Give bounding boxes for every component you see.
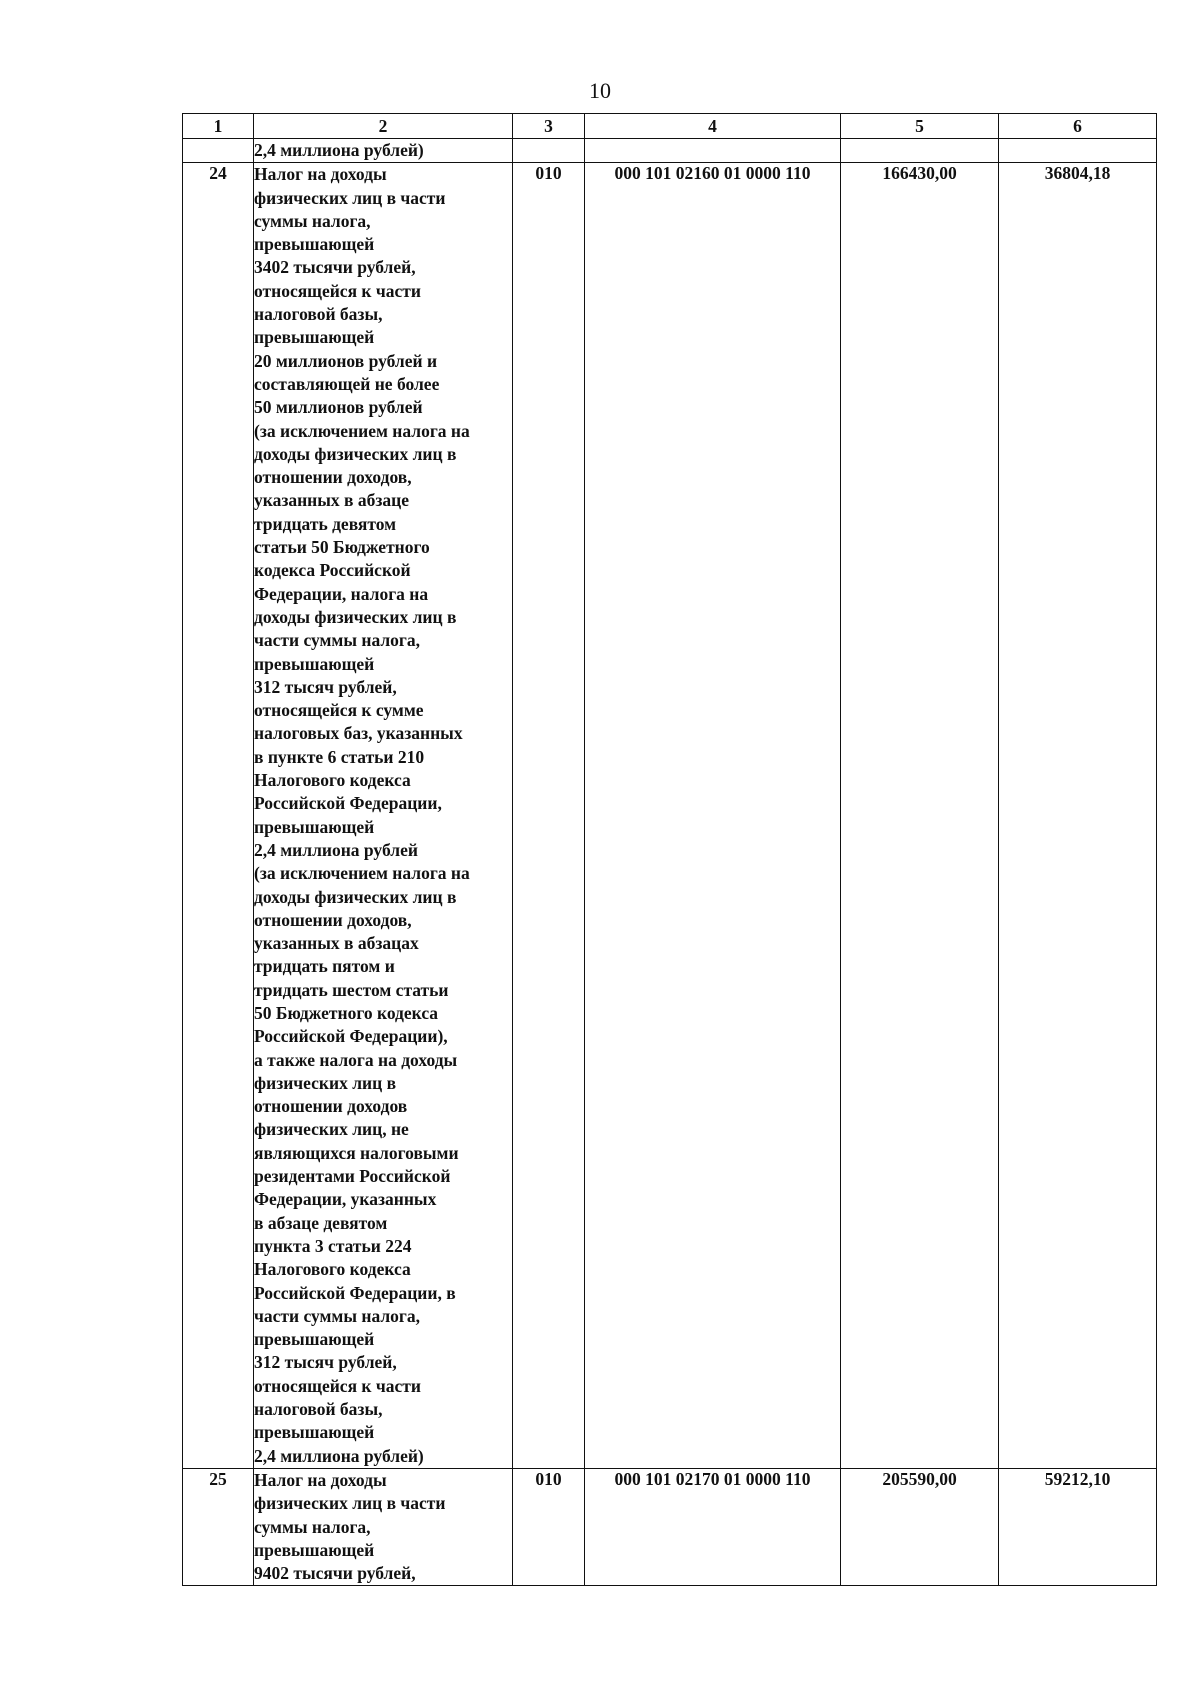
row-description: [254, 163, 513, 1469]
description-line: 20 миллионов рублей и: [254, 350, 438, 371]
description-line: тридцать девятом: [254, 513, 397, 534]
header-cell: 2: [254, 114, 513, 139]
row-plan: 166430,00: [841, 163, 999, 1469]
row-kbk: 000 101 02160 01 0000 110: [585, 163, 841, 1469]
description-line: превышающей: [254, 1329, 375, 1350]
row-kbk: 000 101 02170 01 0000 110: [585, 1468, 841, 1585]
description-line: налоговой базы,: [254, 1399, 383, 1420]
description-line: Налогового кодекса: [254, 1259, 411, 1280]
description-line: превышающей: [254, 234, 375, 255]
description-line: тридцать шестом статьи: [254, 979, 449, 1000]
description-line: 312 тысяч рублей,: [254, 1352, 397, 1373]
row-description: [254, 1468, 513, 1585]
description-line: доходы физических лиц в: [254, 886, 457, 907]
description-line: превышающей: [254, 1539, 375, 1560]
description-line: превышающей: [254, 816, 375, 837]
description-line: физических лиц в части: [254, 1493, 446, 1514]
description-line: 312 тысяч рублей,: [254, 676, 397, 697]
header-cell: 5: [841, 114, 999, 139]
description-line: Российской Федерации),: [254, 1026, 448, 1047]
description-line: превышающей: [254, 1422, 375, 1443]
description-line: доходы физических лиц в: [254, 606, 457, 627]
row-plan: 205590,00: [841, 1468, 999, 1585]
description-line: указанных в абзацах: [254, 933, 419, 954]
row-actual: 36804,18: [999, 163, 1157, 1469]
description-line: 2,4 миллиона рублей): [254, 1445, 424, 1466]
description-line: относящейся к части: [254, 280, 421, 301]
description-line: налоговых баз, указанных: [254, 723, 463, 744]
description-line: отношении доходов,: [254, 909, 412, 930]
description-line: Федерации, налога на: [254, 583, 429, 604]
row-code: 010: [513, 163, 585, 1469]
description-line: отношении доходов,: [254, 467, 412, 488]
header-row: [183, 114, 1157, 139]
header-cell: 3: [513, 114, 585, 139]
description-line: указанных в абзаце: [254, 490, 410, 511]
description-line: (за исключением налога на: [254, 863, 470, 884]
description-line: 3402 тысячи рублей,: [254, 257, 416, 278]
continuation-row: [183, 139, 1157, 163]
description-line: в пункте 6 статьи 210: [254, 746, 425, 767]
description-line: физических лиц, не: [254, 1119, 409, 1140]
description-line: пункта 3 статьи 224: [254, 1235, 412, 1256]
description-line: отношении доходов: [254, 1096, 408, 1117]
header-cell: 1: [183, 114, 254, 139]
description-line: физических лиц в: [254, 1072, 397, 1093]
description-line: составляющей не более: [254, 373, 440, 394]
description-line: превышающей: [254, 653, 375, 674]
description-line: а также налога на доходы: [254, 1049, 458, 1070]
description-line: налоговой базы,: [254, 304, 383, 325]
description-line: Налогового кодекса: [254, 770, 411, 791]
description-line: 9402 тысячи рублей,: [254, 1563, 416, 1584]
description-line: тридцать пятом и: [254, 956, 395, 977]
row-code: 010: [513, 1468, 585, 1585]
description-line: превышающей: [254, 327, 375, 348]
header-cell: 4: [585, 114, 841, 139]
description-line: Российской Федерации, в: [254, 1282, 456, 1303]
description-line: Российской Федерации,: [254, 793, 442, 814]
description-line: относящейся к части: [254, 1375, 421, 1396]
description-line: (за исключением налога на: [254, 420, 470, 441]
description-line: относящейся к сумме: [254, 700, 424, 721]
description-line: физических лиц в части: [254, 187, 446, 208]
description-line: суммы налога,: [254, 210, 371, 231]
description-line: суммы налога,: [254, 1516, 371, 1537]
description-line: части суммы налога,: [254, 630, 421, 651]
table-row: [183, 1468, 1157, 1585]
description-line: 50 Бюджетного кодекса: [254, 1002, 439, 1023]
row-number: 24: [183, 163, 254, 1469]
description-line: части суммы налога,: [254, 1305, 421, 1326]
page-number: 10: [589, 78, 611, 103]
continuation-text: 2,4 миллиона рублей): [254, 139, 513, 163]
description-line: в абзаце девятом: [254, 1212, 388, 1233]
description-line: 2,4 миллиона рублей: [254, 839, 418, 860]
description-line: доходы физических лиц в: [254, 443, 457, 464]
description-line: Налог на доходы: [254, 164, 387, 185]
description-line: 50 миллионов рублей: [254, 397, 423, 418]
description-line: статьи 50 Бюджетного: [254, 537, 430, 558]
row-number: 25: [183, 1468, 254, 1585]
description-line: Федерации, указанных: [254, 1189, 437, 1210]
row-actual: 59212,10: [999, 1468, 1157, 1585]
revenue-table: [182, 113, 1157, 1586]
description-line: резидентами Российской: [254, 1166, 451, 1187]
description-line: являющихся налоговыми: [254, 1142, 459, 1163]
description-line: Налог на доходы: [254, 1469, 387, 1490]
table-row: [183, 163, 1157, 1469]
description-line: кодекса Российской: [254, 560, 411, 581]
header-cell: 6: [999, 114, 1157, 139]
